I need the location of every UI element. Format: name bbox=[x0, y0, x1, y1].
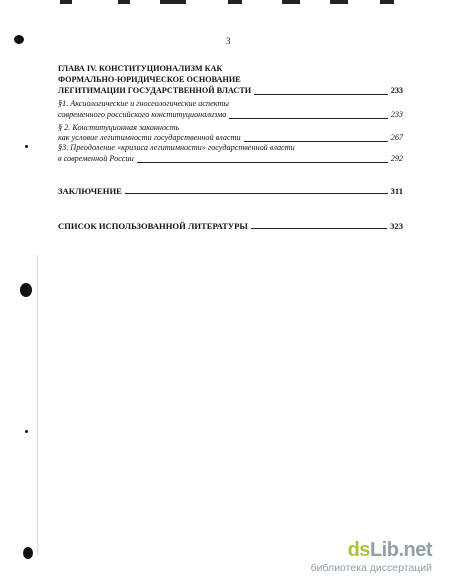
section-2-line2: как условие легитимности государственной власти 267 bbox=[58, 133, 403, 142]
section-1-line1: §1. Аксиологические и гносеологические аспекты bbox=[58, 99, 229, 108]
scan-mark bbox=[60, 0, 72, 4]
scan-mark bbox=[118, 0, 130, 4]
dotted-leader bbox=[244, 141, 388, 142]
scan-mark bbox=[160, 0, 186, 4]
chapter-title-line2: ФОРМАЛЬНО-ЮРИДИЧЕСКОЕ ОСНОВАНИЕ bbox=[58, 75, 241, 84]
chapter-title-line3: ЛЕГИТИМАЦИИ ГОСУДАРСТВЕННОЙ ВЛАСТИ 233 bbox=[58, 86, 403, 95]
bibliography-entry: СПИСОК ИСПОЛЬЗОВАННОЙ ЛИТЕРАТУРЫ 323 bbox=[58, 221, 403, 231]
section-2-line1: § 2. Конституционная законность bbox=[58, 123, 180, 132]
punch-hole-mark bbox=[20, 283, 32, 297]
dslib-logo: dsLib.net bbox=[347, 539, 432, 561]
section-2-page: 267 bbox=[390, 133, 403, 142]
page-number: 3 bbox=[226, 36, 231, 46]
section-3-line1: §3. Преодоление «кризиса легитимности» государственной власти bbox=[58, 143, 295, 152]
dotted-leader bbox=[254, 94, 388, 95]
conclusion-entry: ЗАКЛЮЧЕНИЕ 311 bbox=[58, 186, 403, 196]
section-1-line2: современного российского конституционализма 233 bbox=[58, 110, 403, 119]
scan-mark bbox=[380, 0, 394, 4]
section-3-page: 292 bbox=[390, 154, 403, 163]
punch-hole-mark bbox=[25, 145, 28, 148]
dslib-caption: библиотека диссертаций bbox=[310, 562, 432, 574]
scan-mark bbox=[330, 0, 348, 4]
scan-mark bbox=[228, 0, 242, 4]
section-1-page: 233 bbox=[390, 110, 403, 119]
scan-edge-line bbox=[37, 255, 38, 555]
dotted-leader bbox=[229, 118, 387, 119]
dslib-watermark bbox=[311, 540, 432, 574]
conclusion-page: 311 bbox=[390, 186, 403, 196]
scan-mark bbox=[282, 0, 300, 4]
bibliography-page: 323 bbox=[390, 221, 403, 231]
punch-hole-mark bbox=[14, 35, 24, 44]
section-3-line2: в современной России 292 bbox=[58, 154, 403, 163]
chapter-title-line1: ГЛАВА IV. КОНСТИТУЦИОНАЛИЗМ КАК bbox=[58, 64, 223, 73]
dotted-leader bbox=[125, 193, 388, 194]
dotted-leader bbox=[251, 228, 387, 229]
punch-hole-mark bbox=[23, 547, 33, 559]
dotted-leader bbox=[137, 162, 388, 163]
chapter-page: 233 bbox=[390, 86, 403, 95]
punch-hole-mark bbox=[25, 430, 28, 433]
